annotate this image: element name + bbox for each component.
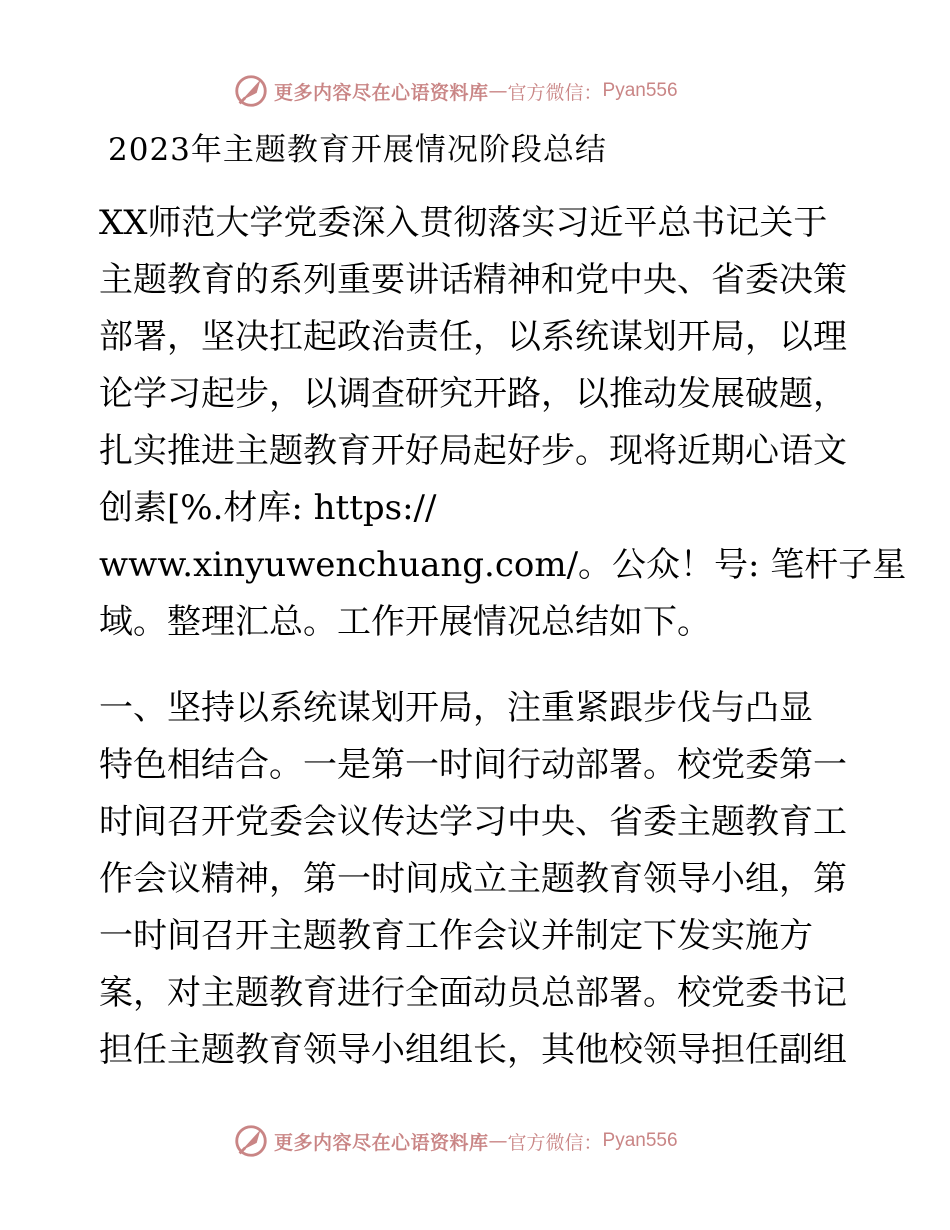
- text-line: 扎实推进主题教育开好局起好步。现将近期心语文: [99, 431, 847, 471]
- watermark-text: 更多内容尽在心语资料库: [274, 1131, 489, 1154]
- text-line: XX师范大学党委深入贯彻落实习近平总书记关于: [99, 203, 828, 243]
- text-line: 一、坚持以系统谋划开局，注重紧跟步伐与凸显: [99, 688, 813, 728]
- text-line: 域。整理汇总。工作开展情况总结如下。: [99, 602, 711, 642]
- quill-logo-icon: [232, 72, 270, 110]
- watermark-footer: [232, 1122, 678, 1160]
- text-line: 主题教育的系列重要讲话精神和党中央、省委决策: [99, 260, 847, 300]
- text-line: 部署，坚决扛起政治责任，以系统谋划开局，以理: [99, 317, 847, 357]
- text-line: 创素[%.材库: https://: [99, 488, 437, 528]
- watermark-dash: —: [488, 1130, 508, 1152]
- text-line: www.xinyuwenchuang.com/。公众！号: 笔杆子星: [99, 545, 907, 585]
- text-line: 作会议精神，第一时间成立主题教育领导小组，第: [99, 859, 847, 899]
- watermark-header: [232, 72, 678, 110]
- watermark-id: Pyan556: [602, 1130, 678, 1151]
- watermark-label: 官方微信：: [507, 1131, 603, 1154]
- watermark-id: Pyan556: [602, 80, 678, 101]
- watermark-text: 更多内容尽在心语资料库: [274, 81, 489, 104]
- text-line: 时间召开党委会议传达学习中央、省委主题教育工: [99, 802, 847, 842]
- text-line: 一时间召开主题教育工作会议并制定下发实施方: [99, 916, 813, 956]
- paragraph-intro: [99, 195, 907, 651]
- watermark-dash: —: [488, 80, 508, 102]
- watermark-label: 官方微信：: [507, 81, 603, 104]
- text-line: 特色相结合。一是第一时间行动部署。校党委第一: [99, 745, 847, 785]
- text-line: 论学习起步，以调查研究开路，以推动发展破题，: [99, 374, 847, 414]
- quill-logo-icon: [232, 1122, 270, 1160]
- text-line: 担任主题教育领导小组组长，其他校领导担任副组: [99, 1030, 847, 1070]
- paragraph-section-one: [99, 680, 859, 1079]
- document-title: 2023年主题教育开展情况阶段总结: [108, 132, 607, 168]
- text-line: 案，对主题教育进行全面动员总部署。校党委书记: [99, 973, 847, 1013]
